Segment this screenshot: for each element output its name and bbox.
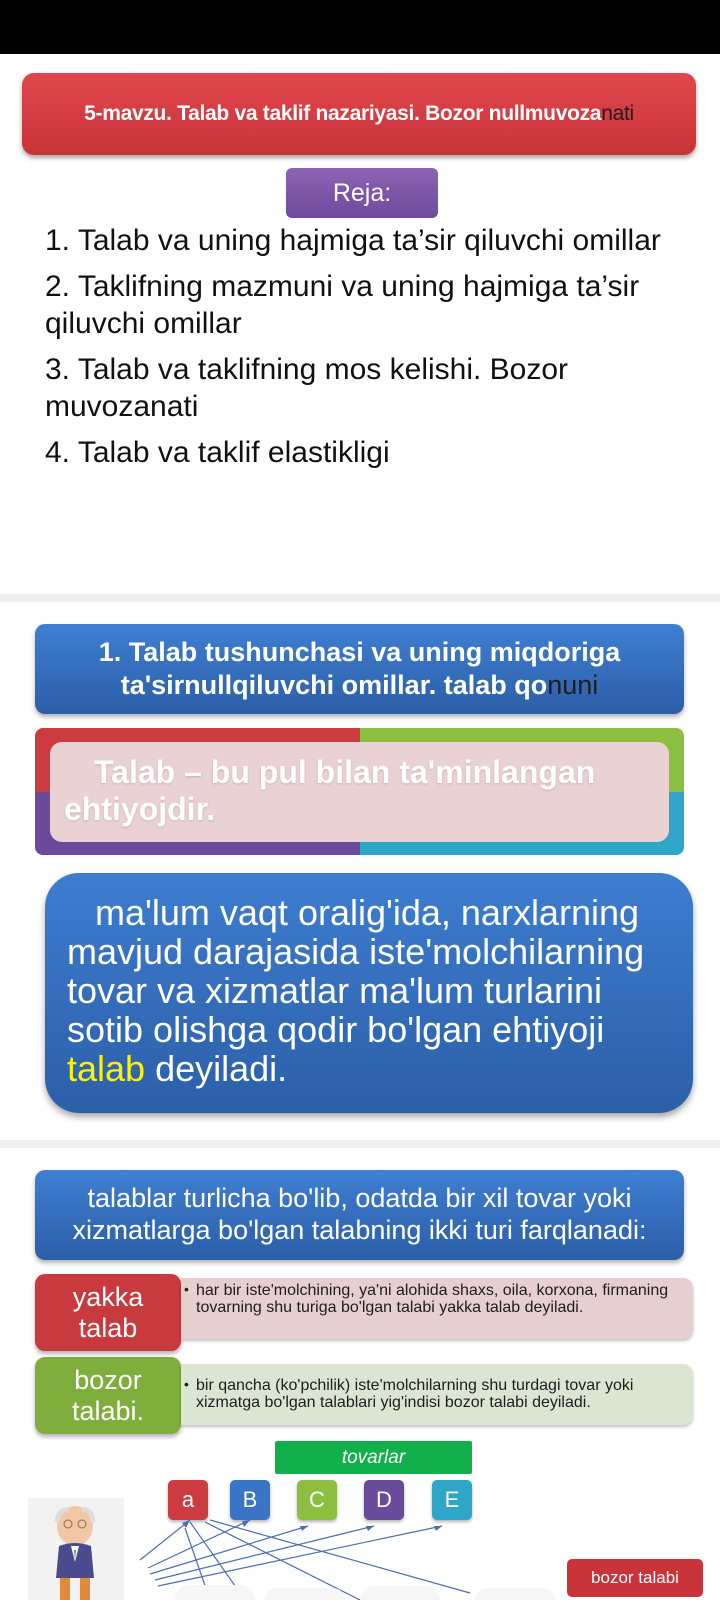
type-label-line2: talab (78, 1312, 138, 1343)
definition-short (50, 742, 669, 842)
good-box-e: E (432, 1480, 472, 1520)
type-desc-text: har bir iste'molchining, ya'ni alohida shaxs, oila, korxona, firmaning tovarning shu turiga bo'lgan talabi yakka talab deyiladi. (196, 1282, 669, 1316)
definition-long-text: ma'lum vaqt oralig'ida, narxlarning mavjud darajasida iste'molchilarning tovar va xizmatlar ma'lum turlarini sotib olishga qodir bo'lgan ehtiyoji (67, 892, 645, 1050)
status-bar (0, 0, 720, 54)
plan-item: 4. Talab va taklif elastikligi (45, 436, 390, 469)
goods-label: tovarlar (275, 1441, 472, 1474)
definition-term: talab (67, 1048, 146, 1089)
slide-separator (0, 1140, 720, 1148)
definition-long-box (45, 873, 693, 1113)
slide1-title-tail: nati (601, 102, 634, 125)
slide-separator (0, 594, 720, 602)
slide1-title-main: 5-mavzu. Talab va taklif nazariyasi. Bozor nullmuvoza (84, 102, 602, 125)
good-box-c: C (297, 1480, 337, 1520)
bullet-icon: • (184, 1376, 189, 1392)
good-box-d: D (364, 1480, 404, 1520)
bullet-icon: • (184, 1281, 189, 1297)
slide2-title (35, 624, 684, 714)
plan-list (45, 222, 675, 480)
good-box-a: a (168, 1480, 208, 1520)
slide1-title (22, 73, 696, 155)
market-demand-label: bozor talabi (567, 1559, 703, 1597)
definition-short-text: Talab – bu pul bilan ta'minlangan ehtiyojdir. (64, 754, 596, 827)
type-label-bozor (35, 1357, 181, 1434)
plan-item: 1. Talab va uning hajmiga ta’sir qiluvchi omillar (45, 224, 661, 257)
definition-end: deyiladi. (155, 1048, 288, 1089)
person-figure (475, 1588, 555, 1600)
type-desc-text: bir qancha (ko'pchilik) iste'molchilarning shu turdagi tovar yoki xizmatga bo'lgan talablari yig'indisi bozor talabi deyiladi. (196, 1377, 634, 1411)
slide2-title-line1: 1. Talab tushunchasi va uning miqdoriga (98, 637, 621, 667)
person-figure (265, 1588, 345, 1600)
slide3-title: talablar turlicha bo'lib, odatda bir xil tovar yoki xizmatlarga bo'lgan talabning ikki turi farqlanadi: (35, 1170, 684, 1260)
type-desc-bozor (181, 1364, 693, 1425)
slide2-title-line2-tail: nuni (547, 670, 599, 700)
type-label-yakka (35, 1274, 181, 1351)
person-figure (175, 1585, 255, 1600)
person-icon (28, 1498, 124, 1600)
plan-item: 2. Taklifning mazmuni va uning hajmiga ta’sir qiluvchi omillar (45, 270, 640, 340)
type-desc-yakka (181, 1278, 693, 1339)
slide2-title-line2-main: ta'sirnullqiluvchi omillar. talab qo (120, 670, 548, 700)
type-label-line1: bozor (74, 1364, 142, 1395)
plan-item: 3. Talab va taklifning mos kelishi. Bozor muvozanati (45, 353, 569, 423)
slide2-title-line2 (35, 669, 684, 702)
person-figure (360, 1586, 440, 1600)
type-label-line2: talabi. (71, 1395, 145, 1426)
type-label-line1: yakka (72, 1281, 144, 1312)
good-box-b: B (230, 1480, 270, 1520)
reja-label: Reja: (286, 168, 438, 218)
